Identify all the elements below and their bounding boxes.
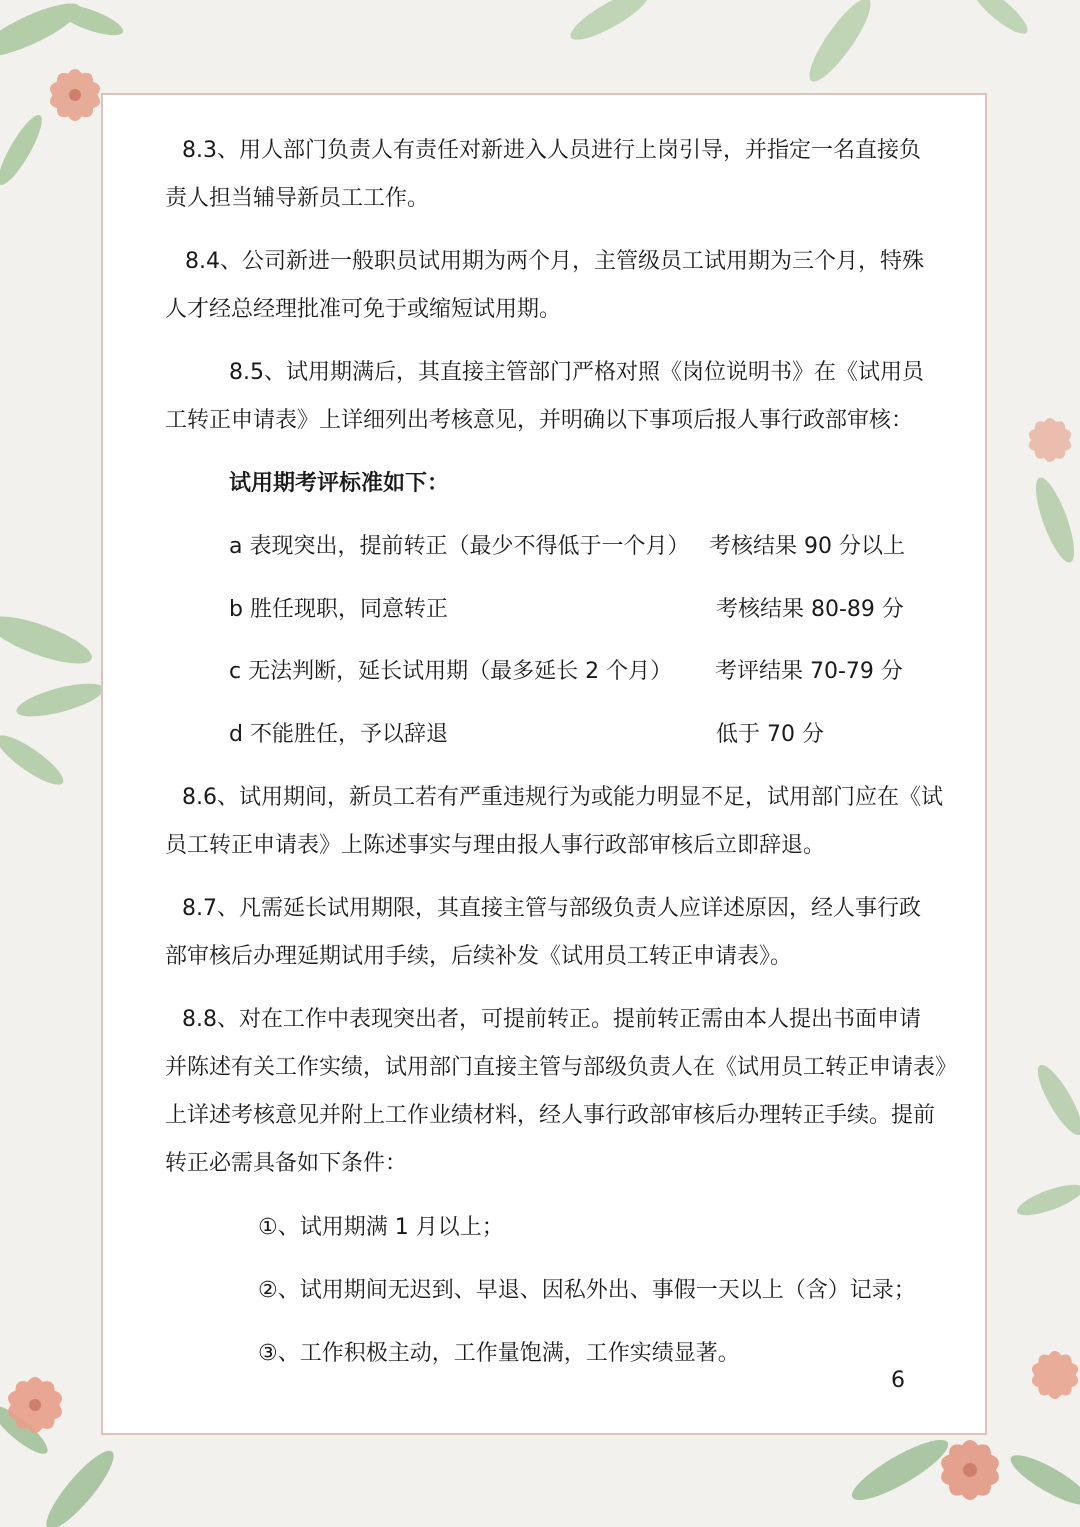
- criteria-item-c-result: 考评结果 70-79 分: [715, 659, 903, 684]
- paragraph-8-5-line-2: 工转正申请表》上详细列出考核意见，并明确以下事项后报人事行政部审核：: [165, 408, 914, 433]
- criteria-item-c-desc: c 无法判断，延长试用期（最多延长 2 个月）: [229, 659, 673, 684]
- paragraph-8-4-line-2: 人才经总经理批准可免于或缩短试用期。: [165, 297, 562, 322]
- paragraph-8-6-line-2: 员工转正申请表》上陈述事实与理由报人事行政部审核后立即辞退。: [165, 833, 826, 858]
- criteria-heading: 试用期考评标准如下：: [229, 471, 450, 496]
- condition-item-3: ③、工作积极主动，工作量饱满，工作实绩显著。: [258, 1341, 740, 1366]
- criteria-item-a-result: 考核结果 90 分以上: [709, 534, 905, 559]
- paragraph-8-5-line-1: 8.5、试用期满后，其直接主管部门严格对照《岗位说明书》在《试用员: [229, 360, 924, 385]
- paragraph-8-8-line-4: 转正必需具备如下条件：: [165, 1151, 408, 1176]
- paragraph-8-4-line-1: 8.4、公司新进一般职员试用期为两个月，主管级员工试用期为三个月，特殊: [185, 249, 924, 274]
- paragraph-8-3-line-1: 8.3、用人部门负责人有责任对新进入人员进行上岗引导，并指定一名直接负: [182, 138, 921, 163]
- paragraph-8-8-line-3: 上详述考核意见并附上工作业绩材料，经人事行政部审核后办理转正手续。提前: [165, 1103, 936, 1128]
- paragraph-8-3-line-2: 责人担当辅导新员工工作。: [165, 186, 430, 211]
- paragraph-8-7-line-1: 8.7、凡需延长试用期限，其直接主管与部级负责人应详述原因，经人事行政: [182, 896, 921, 921]
- condition-item-1: ①、试用期满 1 月以上；: [258, 1215, 504, 1240]
- condition-item-2: ②、试用期间无迟到、早退、因私外出、事假一天以上（含）记录；: [258, 1278, 916, 1303]
- page-number: 6: [891, 1368, 905, 1393]
- paragraph-8-7-line-2: 部审核后办理延期试用手续，后续补发《试用员工转正申请表》。: [165, 944, 793, 969]
- paragraph-8-8-line-2: 并陈述有关工作实绩，试用部门直接主管与部级负责人在《试用员工转正申请表》: [165, 1055, 958, 1080]
- criteria-item-a-desc: a 表现突出，提前转正（最少不得低于一个月）: [229, 534, 690, 559]
- criteria-item-b-desc: b 胜任现职，同意转正: [229, 597, 448, 622]
- paragraph-8-8-line-1: 8.8、对在工作中表现突出者，可提前转正。提前转正需由本人提出书面申请: [182, 1007, 921, 1032]
- criteria-item-d-desc: d 不能胜任，予以辞退: [229, 722, 448, 747]
- paragraph-8-6-line-1: 8.6、试用期间，新员工若有严重违规行为或能力明显不足，试用部门应在《试: [182, 785, 943, 810]
- criteria-item-d-result: 低于 70 分: [716, 722, 824, 747]
- criteria-item-b-result: 考核结果 80-89 分: [716, 597, 904, 622]
